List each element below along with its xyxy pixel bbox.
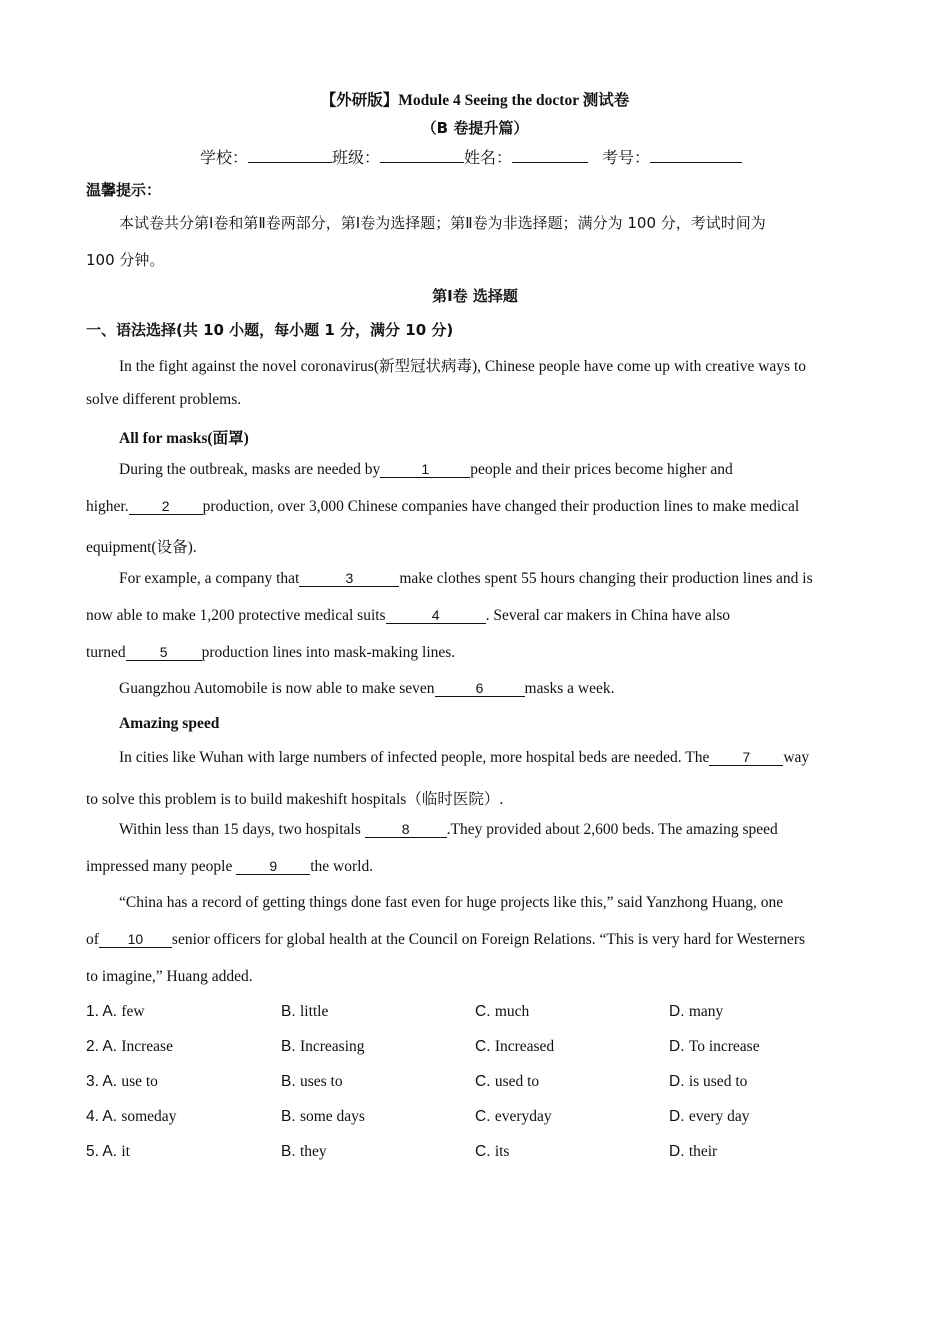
blank-4[interactable]: 4 bbox=[386, 607, 486, 624]
option-5d[interactable]: D. their bbox=[669, 1143, 718, 1160]
blank-8[interactable]: 8 bbox=[365, 821, 447, 838]
option-2d[interactable]: D. To increase bbox=[669, 1038, 760, 1055]
option-3c[interactable]: C. used to bbox=[475, 1073, 540, 1090]
option-4c[interactable]: C. everyday bbox=[475, 1108, 552, 1125]
passage-line: During the outbreak, masks are needed by 1 people and their prices become higher and bbox=[119, 461, 733, 478]
option-5c[interactable]: C. its bbox=[475, 1143, 510, 1160]
passage-line: In cities like Wuhan with large numbers of infected people, more hospital beds are needed. The 7 way bbox=[119, 749, 810, 766]
notice-heading: 温馨提示： bbox=[86, 181, 162, 199]
passage-line: now able to make 1,200 protective medical suits 4 . Several car makers in China have also bbox=[86, 607, 731, 624]
subheading-masks: All for masks(面罩) bbox=[119, 429, 249, 447]
option-3b[interactable]: B. uses to bbox=[281, 1073, 343, 1090]
part-title: 一、语法选择(共 10 小题，每小题 1 分，满分 10 分) bbox=[86, 321, 454, 339]
option-1d[interactable]: D. many bbox=[669, 1003, 724, 1020]
option-2a[interactable]: 2. A. Increase bbox=[86, 1038, 173, 1055]
title-prefix: 【外研版】 bbox=[320, 91, 399, 109]
option-4a[interactable]: 4. A. someday bbox=[86, 1108, 177, 1125]
exam-number-field[interactable] bbox=[650, 148, 742, 163]
option-2c[interactable]: C. Increased bbox=[475, 1038, 555, 1055]
option-4b[interactable]: B. some days bbox=[281, 1108, 365, 1125]
document-title bbox=[0, 88, 950, 110]
option-3d[interactable]: D. is used to bbox=[669, 1073, 748, 1090]
title-main: Module 4 Seeing the doctor bbox=[398, 92, 583, 109]
passage-line: Guangzhou Automobile is now able to make seven 6 masks a week. bbox=[119, 680, 615, 697]
title-suffix: 测试卷 bbox=[582, 91, 630, 109]
blank-3[interactable]: 3 bbox=[299, 570, 399, 587]
option-5b[interactable]: B. they bbox=[281, 1143, 327, 1160]
blank-6[interactable]: 6 bbox=[435, 680, 525, 697]
passage-line: higher. 2 production, over 3,000 Chinese companies have changed their production lines to make medical bbox=[86, 498, 800, 515]
passage-line: equipment(设备). bbox=[86, 538, 197, 556]
option-1a[interactable]: 1. A. few bbox=[86, 1003, 145, 1020]
passage-line: impressed many people 9 the world. bbox=[86, 858, 374, 875]
school-label: 学校： bbox=[200, 148, 249, 167]
passage-line: to solve this problem is to build makeshift hospitals（临时医院）. bbox=[86, 790, 504, 808]
blank-5[interactable]: 5 bbox=[126, 644, 202, 661]
option-5a[interactable]: 5. A. it bbox=[86, 1143, 130, 1160]
class-field[interactable] bbox=[380, 148, 464, 163]
blank-9[interactable]: 9 bbox=[236, 858, 310, 875]
passage-line: Within less than 15 days, two hospitals 8 .They provided about 2,600 beds. The amazing speed bbox=[119, 821, 778, 838]
section-title: 第Ⅰ卷 选择题 bbox=[432, 287, 518, 305]
document-subtitle: （B 卷提升篇） bbox=[421, 119, 529, 137]
option-2b[interactable]: B. Increasing bbox=[281, 1038, 365, 1055]
student-info-row bbox=[200, 145, 742, 168]
option-1c[interactable]: C. much bbox=[475, 1003, 530, 1020]
passage-line: to imagine,” Huang added. bbox=[86, 968, 253, 985]
name-field[interactable] bbox=[512, 148, 588, 163]
option-4d[interactable]: D. every day bbox=[669, 1108, 750, 1125]
subheading-speed: Amazing speed bbox=[119, 715, 220, 732]
option-1b[interactable]: B. little bbox=[281, 1003, 329, 1020]
passage-line: turned 5 production lines into mask-making lines. bbox=[86, 644, 456, 661]
passage-line: “China has a record of getting things done fast even for huge projects like this,” said Yanzhong Huang, one bbox=[119, 894, 784, 911]
class-label: 班级： bbox=[332, 148, 381, 167]
blank-1[interactable]: 1 bbox=[380, 461, 470, 478]
blank-10[interactable]: 10 bbox=[99, 931, 172, 948]
passage-line: solve different problems. bbox=[86, 391, 242, 408]
name-label: 姓名： bbox=[464, 148, 513, 167]
blank-2[interactable]: 2 bbox=[129, 498, 203, 515]
passage-line: For example, a company that 3 make clothes spent 55 hours changing their production lines and is bbox=[119, 570, 813, 587]
school-field[interactable] bbox=[248, 148, 332, 163]
notice-line-1: 本试卷共分第Ⅰ卷和第Ⅱ卷两部分，第Ⅰ卷为选择题；第Ⅱ卷为非选择题；满分为 100 分，考试时间为 bbox=[119, 214, 766, 232]
exam-number-label: 考号： bbox=[602, 148, 651, 167]
notice-line-2: 100 分钟。 bbox=[86, 251, 165, 269]
blank-7[interactable]: 7 bbox=[709, 749, 783, 766]
option-3a[interactable]: 3. A. use to bbox=[86, 1073, 158, 1090]
passage-line: In the fight against the novel coronavirus(新型冠状病毒), Chinese people have come up with creative ways to bbox=[119, 357, 806, 375]
passage-line: of 10 senior officers for global health at the Council on Foreign Relations. “This is very hard for Westerners bbox=[86, 931, 806, 948]
